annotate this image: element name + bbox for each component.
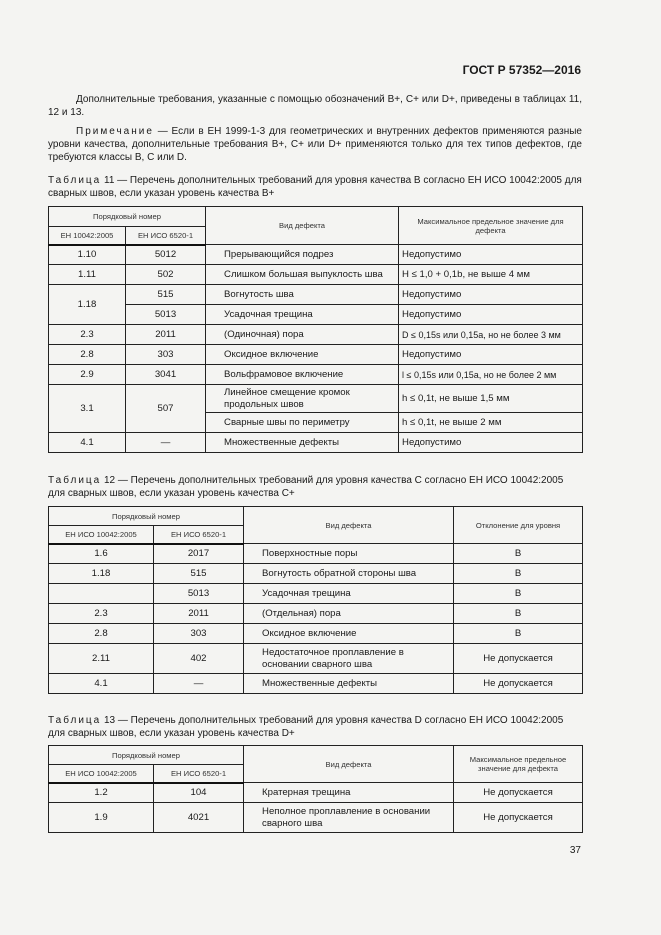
cell-number: 1.18 bbox=[49, 564, 154, 584]
table13-header-col1: ЕН ИСО 10042:2005 bbox=[49, 765, 154, 783]
cell-number: 1.6 bbox=[49, 544, 154, 564]
cell-code: 502 bbox=[126, 265, 206, 285]
table13-caption bbox=[48, 714, 582, 740]
cell-limit: H ≤ 1,0 + 0,1b, не выше 4 мм bbox=[399, 265, 583, 285]
cell-defect: Поверхностные поры bbox=[244, 544, 454, 564]
cell-defect: Кратерная трещина bbox=[244, 783, 454, 803]
cell-number: 1.11 bbox=[49, 265, 126, 285]
table-row bbox=[49, 674, 583, 694]
table-row bbox=[49, 265, 583, 285]
table11-header-group: Порядковый номер bbox=[49, 207, 206, 227]
cell-limit: B bbox=[454, 584, 583, 604]
cell-code: 5013 bbox=[126, 305, 206, 325]
cell-defect: Слишком большая выпуклость шва bbox=[206, 265, 399, 285]
cell-limit: l ≤ 0,15s или 0,15a, но не более 2 мм bbox=[399, 365, 583, 385]
cell-limit: B bbox=[454, 624, 583, 644]
cell-number: 2.11 bbox=[49, 644, 154, 674]
table-row bbox=[49, 433, 583, 453]
note-label: Примечание bbox=[76, 126, 154, 137]
cell-limit: B bbox=[454, 544, 583, 564]
cell-number: 1.2 bbox=[49, 783, 154, 803]
cell-code: 5012 bbox=[126, 245, 206, 265]
table-row bbox=[49, 803, 583, 833]
table-row bbox=[49, 345, 583, 365]
cell-defect: Линейное смещение кромок продольных швов bbox=[206, 385, 399, 413]
table11-header-defect: Вид дефекта bbox=[206, 207, 399, 245]
cell-limit: Не допускается bbox=[454, 783, 583, 803]
cell-code: 2011 bbox=[126, 325, 206, 345]
table13-caption-text: 13 — Перечень дополнительных требований для уровня качества D согласно ЕН ИСО 10042:2005 для сварных швов, если указан уровень качества D+ bbox=[48, 715, 564, 739]
cell-code: 303 bbox=[126, 345, 206, 365]
table-row bbox=[49, 624, 583, 644]
table-row bbox=[49, 365, 583, 385]
table11-header-col2: ЕН ИСО 6520-1 bbox=[126, 227, 206, 245]
table-row bbox=[49, 544, 583, 564]
cell-code: 5013 bbox=[154, 584, 244, 604]
table12-header-defect: Вид дефекта bbox=[244, 507, 454, 544]
cell-number: 4.1 bbox=[49, 674, 154, 694]
cell-code: 3041 bbox=[126, 365, 206, 385]
table-row bbox=[49, 245, 583, 265]
cell-code: 402 bbox=[154, 644, 244, 674]
table-13 bbox=[48, 745, 583, 833]
table12-label: Таблица bbox=[48, 475, 102, 486]
table-12 bbox=[48, 506, 583, 694]
cell-defect: Неполное проплавление в основании сварного шва bbox=[244, 803, 454, 833]
cell-defect: Множественные дефекты bbox=[206, 433, 399, 453]
cell-defect: (Одиночная) пора bbox=[206, 325, 399, 345]
cell-number: 2.9 bbox=[49, 365, 126, 385]
cell-defect: Множественные дефекты bbox=[244, 674, 454, 694]
cell-limit: D ≤ 0,15s или 0,15a, но не более 3 мм bbox=[399, 325, 583, 345]
table13-header-group: Порядковый номер bbox=[49, 746, 244, 765]
cell-number: 1.9 bbox=[49, 803, 154, 833]
table12-header-limit: Отклонение для уровня bbox=[454, 507, 583, 544]
cell-limit: Не допускается bbox=[454, 644, 583, 674]
cell-limit: Не допускается bbox=[454, 803, 583, 833]
cell-limit: Недопустимо bbox=[399, 285, 583, 305]
table12-caption bbox=[48, 474, 582, 500]
cell-code: 515 bbox=[154, 564, 244, 584]
cell-code: 104 bbox=[154, 783, 244, 803]
table-row bbox=[49, 305, 583, 325]
cell-defect: Недостаточное проплавление в основании сварного шва bbox=[244, 644, 454, 674]
note-text: — Если в ЕН 1999-1-3 для геометрических и внутренних дефектов применяются разные уровни качества, дополнительные требования B+, C+ или D+ применяются только для тех типов дефектов, где требуются классы B, C или D. bbox=[48, 126, 582, 163]
cell-defect: (Отдельная) пора bbox=[244, 604, 454, 624]
cell-limit: B bbox=[454, 604, 583, 624]
cell-defect: Сварные швы по периметру bbox=[206, 413, 399, 433]
cell-limit: Недопустимо bbox=[399, 245, 583, 265]
standard-number: ГОСТ Р 57352—2016 bbox=[462, 63, 581, 77]
cell-code: 2011 bbox=[154, 604, 244, 624]
cell-defect: Оксидное включение bbox=[244, 624, 454, 644]
intro-paragraph: Дополнительные требования, указанные с помощью обозначений B+, C+ или D+, приведены в таблицах 11, 12 и 13. bbox=[48, 94, 582, 118]
cell-code: 303 bbox=[154, 624, 244, 644]
cell-limit: Не допускается bbox=[454, 674, 583, 694]
cell-defect: Усадочная трещина bbox=[244, 584, 454, 604]
table-row bbox=[49, 564, 583, 584]
table12-caption-text: 12 — Перечень дополнительных требований для уровня качества C согласно ЕН ИСО 10042:2005 для сварных швов, если указан уровень качества C+ bbox=[48, 475, 564, 499]
cell-limit: B bbox=[454, 564, 583, 584]
table11-caption-text: 11 — Перечень дополнительных требований для уровня качества B согласно ЕН ИСО 10042:2005 для сварных швов, если указан уровень качества B+ bbox=[48, 175, 582, 199]
cell-limit: h ≤ 0,1t, не выше 1,5 мм bbox=[399, 385, 583, 413]
cell-number: 2.3 bbox=[49, 325, 126, 345]
table-row bbox=[49, 385, 583, 413]
table12-header-group: Порядковый номер bbox=[49, 507, 244, 526]
table-11 bbox=[48, 206, 583, 453]
table11-header-limit: Максимальное предельное значение для дефекта bbox=[399, 207, 583, 245]
table13-header-limit: Максимальное предельное значение для дефекта bbox=[454, 746, 583, 783]
table13-label: Таблица bbox=[48, 715, 102, 726]
table-row bbox=[49, 604, 583, 624]
cell-number: 4.1 bbox=[49, 433, 126, 453]
cell-number: 1.10 bbox=[49, 245, 126, 265]
cell-number: 3.1 bbox=[49, 385, 126, 433]
table11-header-col1: ЕН 10042:2005 bbox=[49, 227, 126, 245]
cell-defect: Вольфрамовое включение bbox=[206, 365, 399, 385]
cell-code: 4021 bbox=[154, 803, 244, 833]
table11-caption bbox=[48, 174, 582, 200]
cell-defect: Прерывающийся подрез bbox=[206, 245, 399, 265]
cell-number: 2.3 bbox=[49, 604, 154, 624]
cell-defect: Оксидное включение bbox=[206, 345, 399, 365]
cell-number: 2.8 bbox=[49, 345, 126, 365]
table-row bbox=[49, 285, 583, 305]
cell-limit: Недопустимо bbox=[399, 433, 583, 453]
page-number: 37 bbox=[569, 845, 581, 856]
table-row bbox=[49, 783, 583, 803]
cell-defect: Вогнутость шва bbox=[206, 285, 399, 305]
cell-limit: h ≤ 0,1t, не выше 2 мм bbox=[399, 413, 583, 433]
table13-header-col2: ЕН ИСО 6520-1 bbox=[154, 765, 244, 783]
cell-code: 507 bbox=[126, 385, 206, 433]
cell-number: 1.18 bbox=[49, 285, 126, 325]
table-row bbox=[49, 644, 583, 674]
table12-header-col2: ЕН ИСО 6520-1 bbox=[154, 526, 244, 544]
note-paragraph bbox=[48, 125, 582, 164]
cell-limit: Недопустимо bbox=[399, 345, 583, 365]
table12-header-col1: ЕН ИСО 10042:2005 bbox=[49, 526, 154, 544]
cell-defect: Вогнутость обратной стороны шва bbox=[244, 564, 454, 584]
cell-code: — bbox=[126, 433, 206, 453]
cell-number: 2.8 bbox=[49, 624, 154, 644]
cell-limit: Недопустимо bbox=[399, 305, 583, 325]
cell-code: — bbox=[154, 674, 244, 694]
cell-defect: Усадочная трещина bbox=[206, 305, 399, 325]
table11-label: Таблица bbox=[48, 175, 102, 186]
table-row bbox=[49, 325, 583, 345]
cell-code: 515 bbox=[126, 285, 206, 305]
cell-code: 2017 bbox=[154, 544, 244, 564]
table-row bbox=[49, 584, 583, 604]
table13-header-defect: Вид дефекта bbox=[244, 746, 454, 783]
cell-number bbox=[49, 584, 154, 604]
